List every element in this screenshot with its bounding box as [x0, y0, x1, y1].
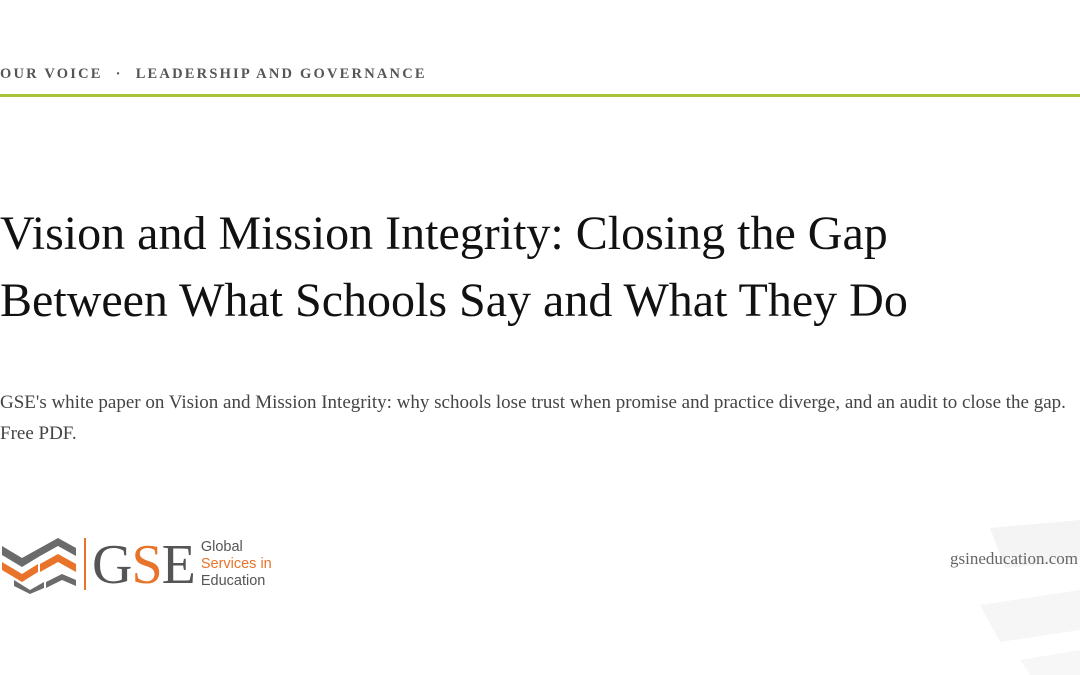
- gse-logo[interactable]: [0, 534, 272, 594]
- book-chevron-icon: [0, 534, 78, 594]
- logo-word-global: Global: [200, 538, 243, 555]
- logo-letter-g: G: [92, 534, 132, 596]
- breadcrumb: [0, 66, 427, 83]
- title-line-1: Vision and Mission Integrity: Closing the Gap: [0, 207, 888, 260]
- breadcrumb-section[interactable]: OUR VOICE: [0, 66, 103, 82]
- title-line-2: Between What Schools Say and What They Do: [0, 274, 908, 327]
- logo-wordmark: [201, 539, 272, 590]
- logo-word-services: Services in: [200, 555, 272, 572]
- logo-divider: [84, 538, 86, 590]
- website-link[interactable]: gsineducation.com: [950, 549, 1078, 568]
- logo-word-education: Education: [200, 572, 266, 589]
- article-summary: GSE's white paper on Vision and Mission Integrity: why schools lose trust when promise and practice diverge, and an audit to close the gap. Free PDF.: [0, 392, 1066, 444]
- logo-letter-e: E: [161, 534, 195, 596]
- decorative-swoosh: [970, 520, 1080, 675]
- breadcrumb-category[interactable]: LEADERSHIP AND GOVERNANCE: [135, 66, 427, 82]
- logo-letter-s: S: [131, 534, 162, 596]
- accent-divider: [0, 94, 1080, 97]
- page-title: [0, 200, 1075, 334]
- logo-letters: [92, 534, 195, 596]
- breadcrumb-separator: ·: [115, 66, 123, 82]
